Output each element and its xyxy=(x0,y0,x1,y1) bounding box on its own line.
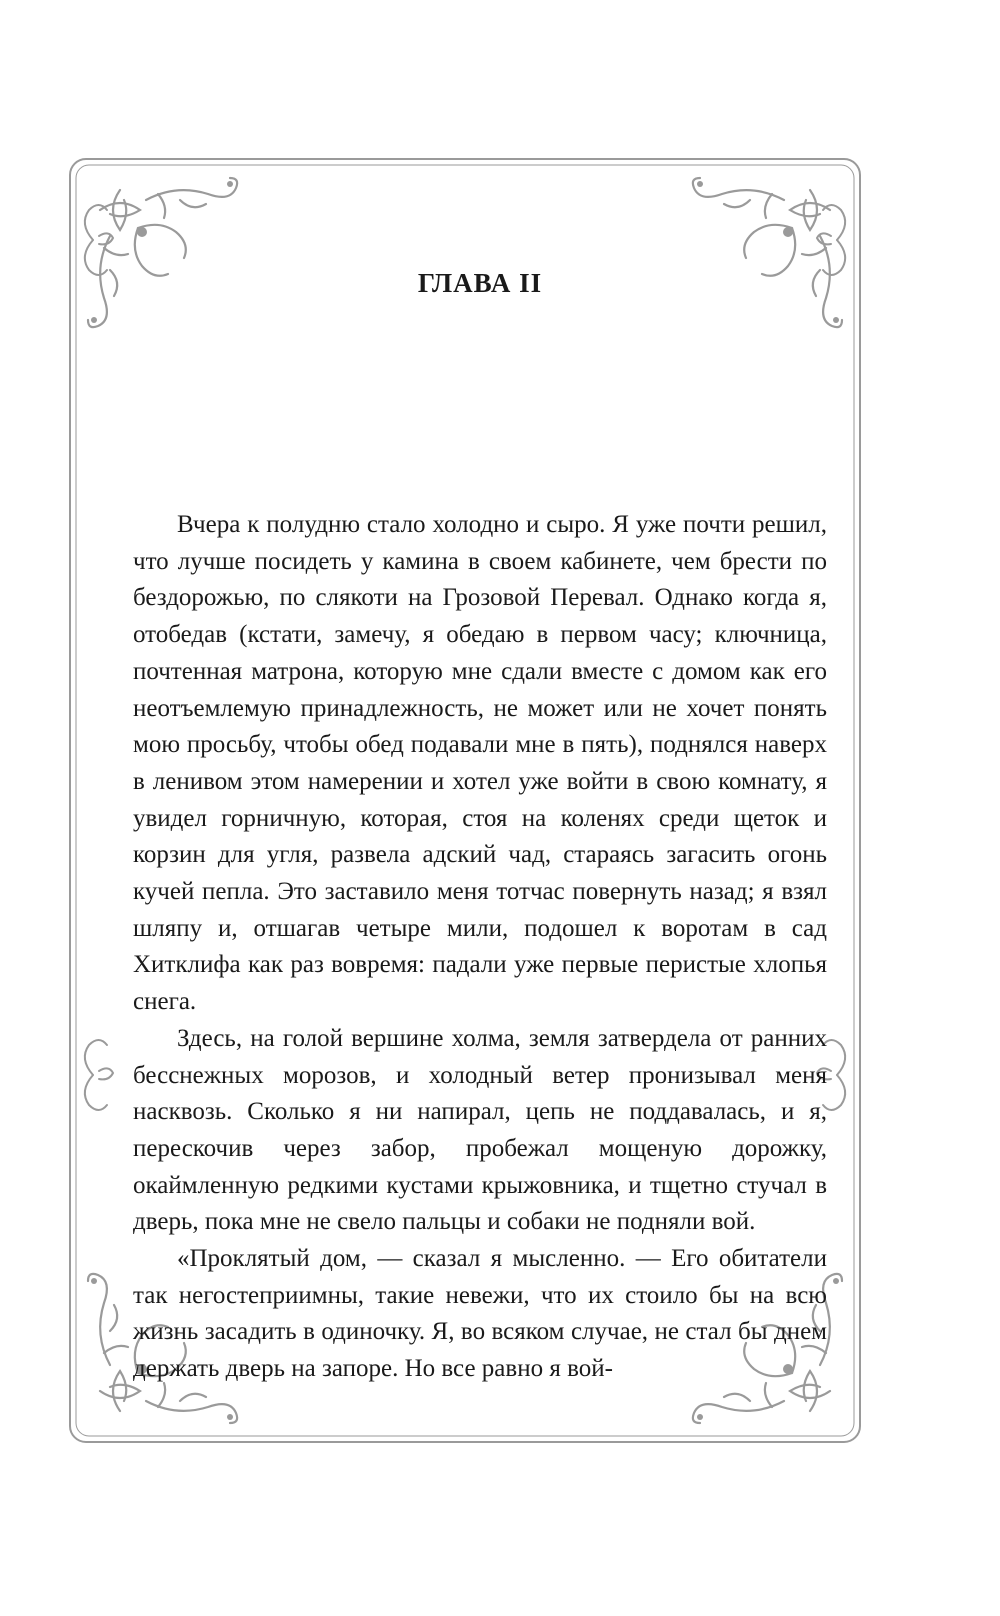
paragraph: «Проклятый дом, — сказал я мысленно. — Его обитатели так негостеприимны, такие невежи, что их стоило бы на всю жизнь засадить в одиночку. Я, во всяком случае, не стал бы днем держать дверь на запоре. Но все равно я вой- xyxy=(133,1245,827,1383)
body-text xyxy=(133,507,827,1388)
chapter-title: ГЛАВА II xyxy=(417,268,543,298)
paragraph: Вчера к полудню стало холодно и сыро. Я уже почти решил, что лучше посидеть у камина в своем кабинете, чем брести по бездорожью, по слякоти на Грозовой Перевал. Однако когда я, отобедав (кстати, замечу, я обедаю в первом часу; ключница, почтенная матрона, которую мне сдали вместе с домом как его неотъемлемую принадлежность, не может или не хочет понять мою просьбу, чтобы обед подавали мне в пять), поднялся наверх в ленивом этом намерении и хотел уже войти в свою комнату, я увидел горничную, которая, стоя на коленях среди щеток и корзин для угля, развела адский чад, стараясь загасить огонь кучей пепла. Это заставило меня тотчас повернуть назад; я взял шляпу и, отшагав четыре мили, подошел к воротам в сад Хитклифа как раз вовремя: падали уже первые перистые хлопья снега. xyxy=(133,511,827,1016)
paragraph: Здесь, на голой вершине холма, земля затвердела от ранних бесснежных морозов, и холодный ветер пронизывал меня насквозь. Сколько я ни напирал, цепь не поддавалась, и я, перескочив через забор, пробежал мощеную дорожку, окаймленную редкими кустами крыжовника, и тщетно стучал в дверь, пока мне не свело пальцы и собаки не подняли вой. xyxy=(133,1024,827,1236)
